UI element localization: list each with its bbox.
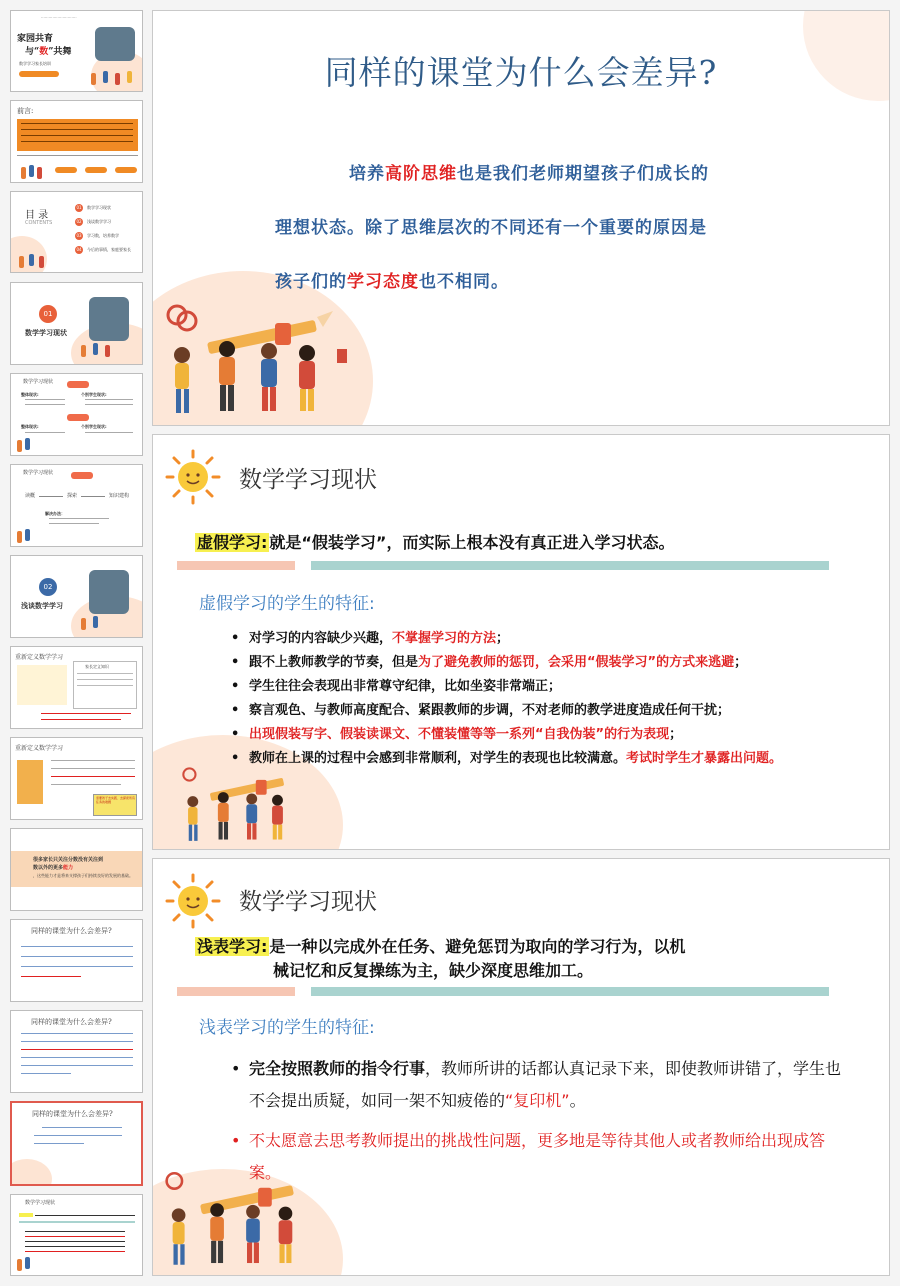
kid-illustration <box>93 343 98 355</box>
kid-illustration <box>93 616 98 628</box>
callout-box: 需要孩子去实践、去探索所有任务的难题 <box>93 794 137 816</box>
children-with-pencils-illustration <box>157 301 367 425</box>
contents-heading-en: CONTENTS <box>25 220 53 226</box>
preface-heading: 前言: <box>17 107 34 115</box>
section-number-circle: 02 <box>39 578 57 596</box>
kid-illustration <box>19 256 24 268</box>
kid-illustration <box>127 71 132 83</box>
kid-illustration <box>91 73 96 85</box>
sun-icon <box>163 871 223 931</box>
list-item: • 教师在上课的过程中会感到非常顺利，对学生的表现也比较满意。考试时学生才暴露出问题。 <box>231 747 782 771</box>
cover-top-label: ···························· <box>41 15 77 20</box>
kid-illustration <box>21 167 26 179</box>
thumbnail-slide-4[interactable] <box>10 282 143 365</box>
definition-text: 虚假学习: 就是“假装学习”，而实际上根本没有真正进入学习状态。 <box>197 533 675 552</box>
section-number-circle: 01 <box>39 305 57 323</box>
backpack-illustration <box>89 570 129 614</box>
kid-illustration <box>17 1259 22 1271</box>
list-item: • 跟不上教师教学的节奏，但是为了避免教师的惩罚，会采用“假装学习”的方式来逃避； <box>231 651 782 675</box>
kid-illustration <box>81 618 86 630</box>
kid-illustration <box>39 256 44 268</box>
preface-pill-2 <box>85 167 107 173</box>
slide-title: 同样的课堂为什么会差异? <box>324 53 718 92</box>
thumbnail-slide-10[interactable]: 很多家长只关注分数没有关注到 数以外的更多能力 ，这些能力才是将来支撑孩子们持续良好的发展的基础。 <box>10 828 143 911</box>
cover-badge: 家长课堂 <box>19 71 59 77</box>
slide-false-learning <box>152 434 890 850</box>
thumbnail-slide-11[interactable]: 同样的课堂为什么会差异? <box>10 919 143 1002</box>
kid-illustration <box>81 345 86 357</box>
kid-illustration <box>25 1257 30 1269</box>
thumbnail-slide-12[interactable]: 同样的课堂为什么会差异? <box>10 1010 143 1093</box>
kid-illustration <box>17 440 22 452</box>
thumbnail-slide-6[interactable]: 数学学习现状 折叠问题 读概 探索 知识建构 解决办法： <box>10 464 143 547</box>
definition-tag: 虚假学习: <box>197 533 268 552</box>
list-item: • 察言观色、与教师高度配合、紧跟教师的步调，不对老师的教学进度造成任何干扰； <box>231 699 782 723</box>
kid-illustration <box>29 254 34 266</box>
list-item: • 出现假装写字、假装读课文、不懂装懂等等一系列“自我伪装”的行为表现； <box>231 723 782 747</box>
cover-subtitle: 数学学习家长培训 <box>19 61 51 66</box>
definition-text: 浅表学习: 是一种以完成外在任务、避免惩罚为取向的学习行为，以机 械记忆和反复操练为主，缺少深度思维加工。 <box>197 937 686 980</box>
section-title: 数学学习现状 <box>239 889 377 915</box>
section-label: 浅谈数学学习 <box>21 602 63 610</box>
kid-illustration <box>103 71 108 83</box>
backpack-illustration <box>95 27 135 61</box>
kid-illustration <box>17 531 22 543</box>
divider-strip-teal <box>311 987 829 996</box>
divider-strip-peach <box>177 987 295 996</box>
divider-strip-peach <box>177 561 295 570</box>
kid-illustration <box>29 165 34 177</box>
thumbnail-slide-7[interactable] <box>10 555 143 638</box>
thumbnail-slide-8[interactable]: 重新定义数学学习 家长定义知识 <box>10 646 143 729</box>
definition-tag: 浅表学习: <box>197 937 268 956</box>
list-item: • 对学习的内容缺少兴趣，不掌握学习的方法； <box>231 627 782 651</box>
thumbnail-slide-1[interactable] <box>10 10 143 92</box>
sun-icon <box>163 447 223 507</box>
features-heading: 虚假学习的学生的特征: <box>199 594 375 614</box>
kid-illustration <box>37 167 42 179</box>
features-list <box>231 627 782 771</box>
list-item: • 不太愿意去思考教师提出的挑战性问题，更多地是等待其他人或者教师给出现成答案。 <box>231 1125 851 1189</box>
thumbnail-slide-9[interactable]: 重新定义数学学习 需要孩子去实践、去探索所有任务的难题 <box>10 737 143 820</box>
list-item: • 学生往往会表现出非常尊守纪律，比如坐姿非常端正； <box>231 675 782 699</box>
thumbnail-slide-13-selected[interactable]: 同样的课堂为什么会差异? <box>10 1101 143 1186</box>
cover-title-line2: 与“数”共舞 <box>25 47 72 57</box>
divider-strip-teal <box>311 561 829 570</box>
children-with-pencils-illustration <box>157 1169 337 1275</box>
kid-illustration <box>115 73 120 85</box>
section-label: 数学学习现状 <box>25 329 67 337</box>
list-item: • 完全按照教师的指令行事，教师所讲的话都认真记录下来，即使教师讲错了，学生也不会提出质疑，如同一架不知疲倦的“复印机”。 <box>231 1053 851 1117</box>
kid-illustration <box>105 345 110 357</box>
thumbnail-slide-3[interactable]: 目 录 CONTENTS 01 数学学习现状 02 浅谈数学学习 03 学习数，培养数学 04 今后的事情，家庭要家长 <box>10 191 143 273</box>
features-heading: 浅表学习的学生的特征: <box>199 1018 375 1038</box>
section-title: 数学学习现状 <box>239 467 377 493</box>
thumbnail-slide-2[interactable] <box>10 100 143 183</box>
preface-pill-3 <box>115 167 137 173</box>
slide-shallow-learning <box>152 858 890 1276</box>
kid-illustration <box>25 438 30 450</box>
box-illustration <box>17 760 43 804</box>
backpack-illustration <box>89 297 129 341</box>
cover-title-line1: 家园共育 <box>17 34 54 44</box>
thumbnail-slide-14[interactable]: 数学学习现状 <box>10 1194 143 1276</box>
kid-illustration <box>25 529 30 541</box>
slide-paragraph: 培养高阶思维也是我们老师期望孩子们成长的 理想状态。除了思维层次的不同还有一个重要的原因是 孩子们的学习态度也不相同。 <box>275 164 709 292</box>
contents-heading: 目 录 <box>25 210 49 221</box>
thumbnail-slide-5[interactable]: 数学学习现状 虚假现状 整体现状: 个别学生现状: 浅表现状 整体现状: 个别学生现状: <box>10 373 143 456</box>
children-with-pencils-illustration <box>157 765 337 849</box>
slide-why-difference <box>152 10 890 426</box>
preface-pill-1 <box>55 167 77 173</box>
